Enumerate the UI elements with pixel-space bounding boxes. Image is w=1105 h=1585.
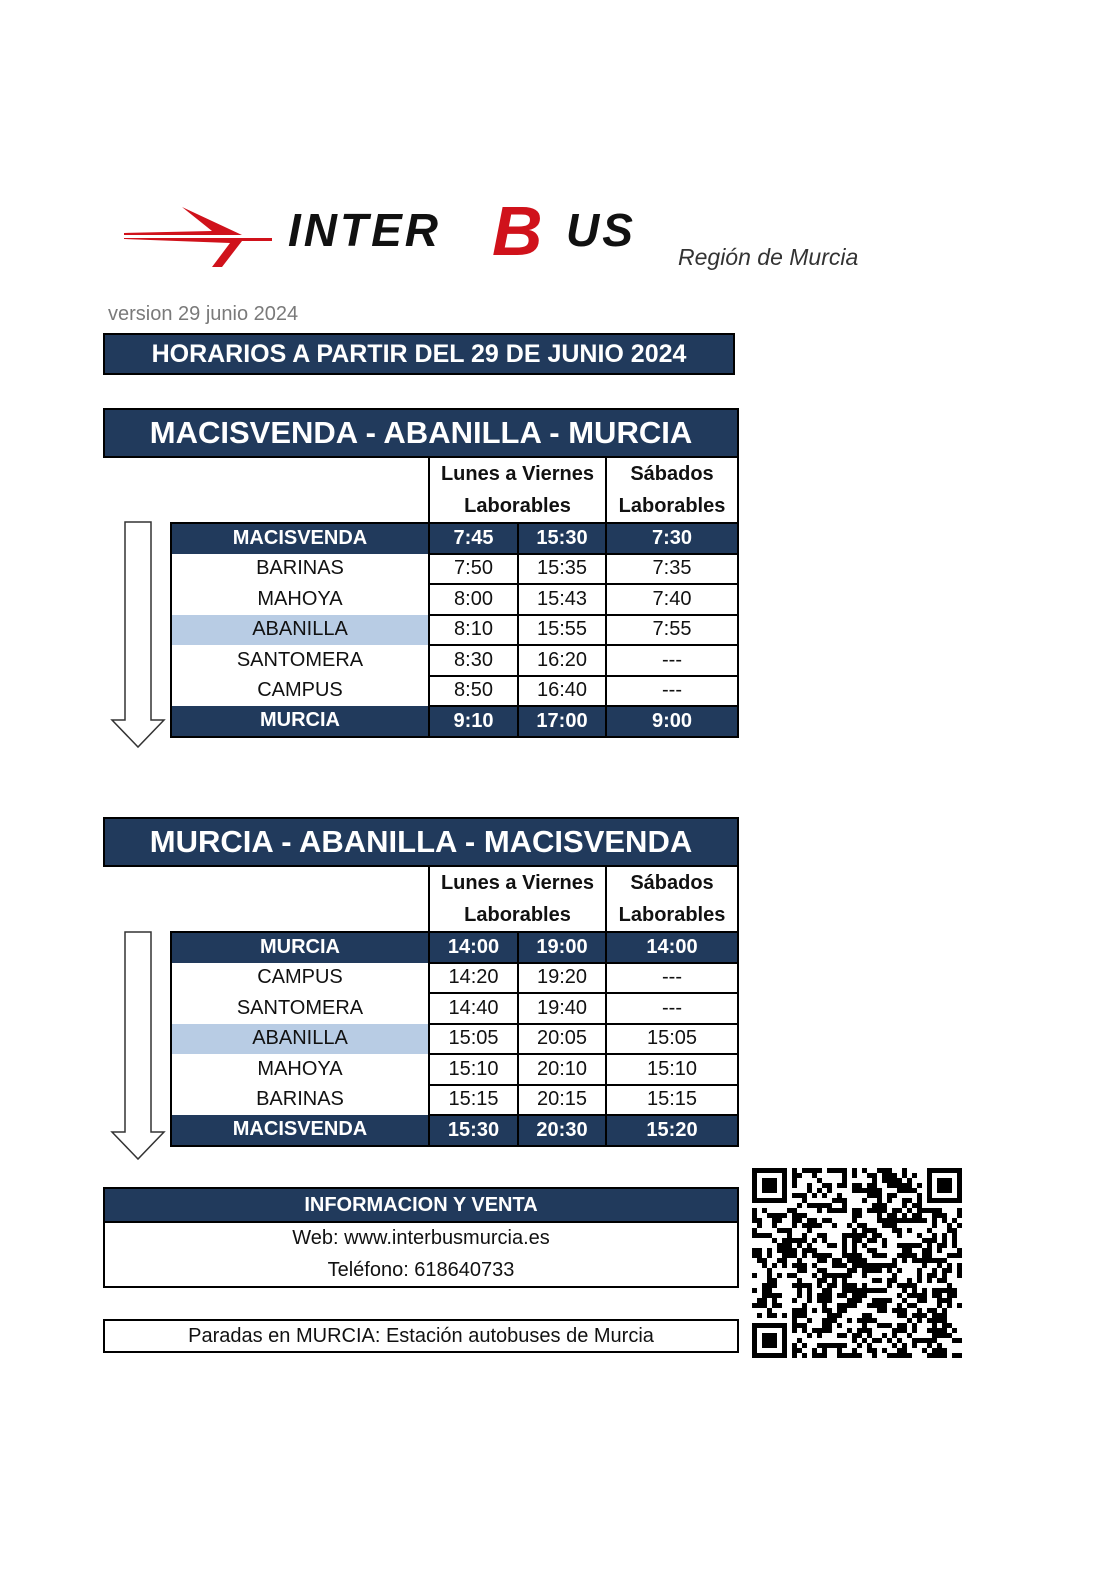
weekday-time-1: 15:10	[429, 1054, 518, 1085]
table-row	[171, 963, 738, 994]
phone-number[interactable]: Teléfono: 618640733	[327, 1259, 515, 1281]
weekday-time-1: 9:10	[429, 706, 518, 737]
weekday-time-1: 7:45	[429, 523, 518, 554]
web-link[interactable]: Web: www.interbusmurcia.es	[292, 1227, 550, 1249]
weekday-header	[429, 866, 606, 932]
table-row	[171, 1085, 738, 1116]
weekday-header-line1: Lunes a Viernes	[440, 872, 595, 894]
route1-column-header	[428, 456, 739, 524]
saturday-time: ---	[606, 676, 738, 707]
saturday-time: 15:05	[606, 1024, 738, 1055]
weekday-header	[429, 457, 606, 523]
weekday-time-1: 8:00	[429, 584, 518, 615]
saturday-time: ---	[606, 645, 738, 676]
weekday-time-2: 19:20	[518, 963, 606, 994]
table-row	[171, 554, 738, 585]
route2-column-header	[428, 865, 739, 933]
weekday-time-2: 20:10	[518, 1054, 606, 1085]
stop-name: ABANILLA	[171, 615, 429, 646]
saturday-time: ---	[606, 963, 738, 994]
saturday-time: ---	[606, 993, 738, 1024]
stop-name: BARINAS	[171, 554, 429, 585]
logo-b-letter: B	[492, 192, 543, 270]
weekday-time-1: 15:15	[429, 1085, 518, 1116]
saturday-time: 15:15	[606, 1085, 738, 1116]
stop-name: MACISVENDA	[171, 1115, 429, 1146]
logo-inter-text: INTER	[288, 204, 441, 256]
down-arrow-icon	[110, 930, 166, 1162]
weekday-time-1: 8:10	[429, 615, 518, 646]
weekday-time-1: 8:50	[429, 676, 518, 707]
saturday-time: 15:10	[606, 1054, 738, 1085]
weekday-time-1: 14:00	[429, 932, 518, 963]
saturday-time: 7:35	[606, 554, 738, 585]
weekday-time-2: 20:05	[518, 1024, 606, 1055]
table-row	[171, 584, 738, 615]
table-row	[171, 1024, 738, 1055]
weekday-header-line2: Laborables	[464, 495, 571, 517]
weekday-time-1: 7:50	[429, 554, 518, 585]
route2-title: MURCIA - ABANILLA - MACISVENDA	[103, 817, 739, 867]
saturday-header-line1: Sábados	[630, 872, 714, 894]
weekday-time-1: 15:05	[429, 1024, 518, 1055]
stop-name: SANTOMERA	[171, 645, 429, 676]
weekday-time-2: 19:40	[518, 993, 606, 1024]
weekday-time-2: 15:30	[518, 523, 606, 554]
logo-us-text: US	[566, 204, 636, 256]
stop-name: MURCIA	[171, 706, 429, 737]
stops-note: Paradas en MURCIA: Estación autobuses de Murcia	[103, 1319, 739, 1353]
table-row	[171, 993, 738, 1024]
stop-name: MACISVENDA	[171, 523, 429, 554]
stop-name: BARINAS	[171, 1085, 429, 1116]
stop-name: MURCIA	[171, 932, 429, 963]
table-row	[171, 676, 738, 707]
table-row	[171, 706, 738, 737]
route2-schedule-table	[170, 931, 739, 1147]
saturday-time: 9:00	[606, 706, 738, 737]
saturday-time: 7:40	[606, 584, 738, 615]
info-box	[103, 1222, 739, 1288]
weekday-time-1: 15:30	[429, 1115, 518, 1146]
table-row	[171, 1115, 738, 1146]
version-label: version 29 junio 2024	[108, 303, 299, 325]
table-row	[171, 523, 738, 554]
route1-schedule-table	[170, 522, 739, 738]
table-row	[171, 645, 738, 676]
weekday-time-2: 15:43	[518, 584, 606, 615]
stop-name: MAHOYA	[171, 1054, 429, 1085]
weekday-time-2: 15:35	[518, 554, 606, 585]
stop-name: MAHOYA	[171, 584, 429, 615]
weekday-time-2: 20:30	[518, 1115, 606, 1146]
saturday-header-line2: Laborables	[618, 904, 726, 926]
schedule-banner: HORARIOS A PARTIR DEL 29 DE JUNIO 2024	[103, 333, 735, 375]
weekday-time-2: 15:55	[518, 615, 606, 646]
table-row	[171, 1054, 738, 1085]
saturday-time: 15:20	[606, 1115, 738, 1146]
table-row	[171, 615, 738, 646]
weekday-time-1: 8:30	[429, 645, 518, 676]
logo-region-text: Región de Murcia	[678, 244, 859, 270]
stop-name: SANTOMERA	[171, 993, 429, 1024]
down-arrow-icon	[110, 520, 166, 750]
weekday-time-2: 19:00	[518, 932, 606, 963]
qr-code[interactable]	[752, 1168, 962, 1358]
table-row	[171, 932, 738, 963]
stop-name: CAMPUS	[171, 963, 429, 994]
weekday-time-1: 14:20	[429, 963, 518, 994]
weekday-time-2: 16:40	[518, 676, 606, 707]
saturday-time: 14:00	[606, 932, 738, 963]
info-title: INFORMACION Y VENTA	[103, 1187, 739, 1223]
saturday-header	[606, 457, 738, 523]
logo-speed-mark	[122, 205, 282, 269]
saturday-time: 7:55	[606, 615, 738, 646]
weekday-time-2: 20:15	[518, 1085, 606, 1116]
weekday-header-line1: Lunes a Viernes	[440, 463, 595, 485]
weekday-header-line2: Laborables	[464, 904, 571, 926]
weekday-time-2: 17:00	[518, 706, 606, 737]
stop-name: CAMPUS	[171, 676, 429, 707]
saturday-header-line2: Laborables	[618, 495, 726, 517]
stop-name: ABANILLA	[171, 1024, 429, 1055]
saturday-header-line1: Sábados	[630, 463, 714, 485]
weekday-time-2: 16:20	[518, 645, 606, 676]
route1-title: MACISVENDA - ABANILLA - MURCIA	[103, 408, 739, 458]
saturday-time: 7:30	[606, 523, 738, 554]
weekday-time-1: 14:40	[429, 993, 518, 1024]
saturday-header	[606, 866, 738, 932]
